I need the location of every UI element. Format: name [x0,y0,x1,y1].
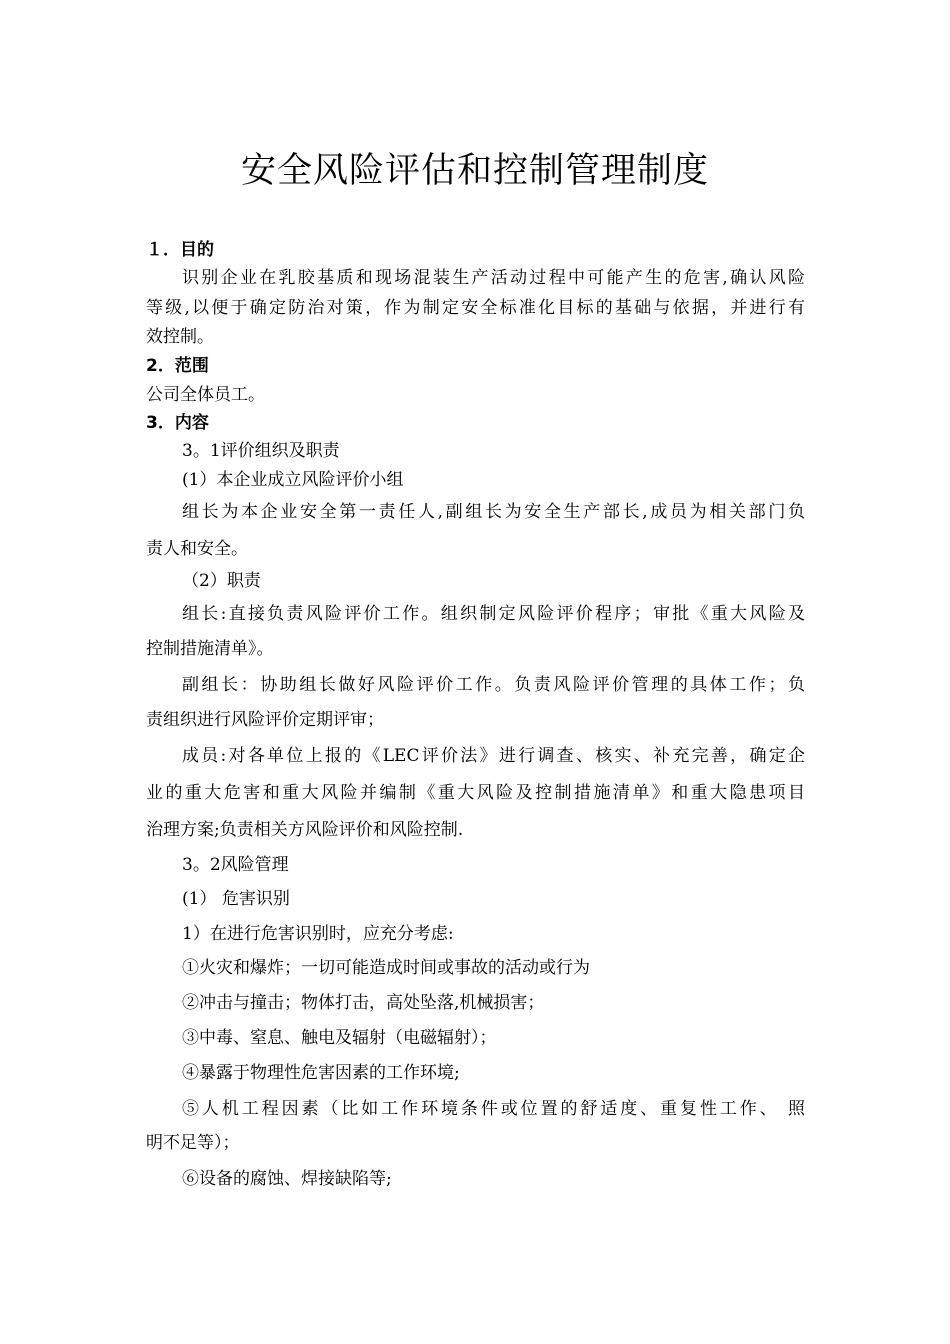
list-item: ④暴露于物理性危害因素的工作环境; [182,1063,460,1083]
list-item: (1）本企业成立风险评价小组 [182,470,404,490]
paragraph-line: 组长为本企业安全第一责任人,副组长为安全生产部长,成员为相关部门负 [182,502,805,522]
subsection-heading: 3。1评价组织及职责 [182,441,340,461]
paragraph-line: 业的重大危害和重大风险并编制《重大风险及控制措施清单》和重大隐患项目 [146,783,805,803]
list-item: ③中毒、窒息、触电及辐射（电磁辐射）； [182,1028,497,1048]
paragraph-line: 等级,以便于确定防治对策，作为制定安全标准化目标的基础与依据，并进行有 [146,298,805,318]
paragraph-line: 副组长：协助组长做好风险评价工作。负责风险评价管理的具体工作；负 [182,675,805,695]
paragraph-line: 识别企业在乳胶基质和现场混装生产活动过程中可能产生的危害,确认风险 [182,268,805,288]
paragraph-line: 组长:直接负责风险评价工作。组织制定风险评价程序；审批《重大风险及 [182,604,805,624]
paragraph-line: 效控制。 [146,327,214,347]
paragraph-line: 公司全体员工。 [146,385,265,405]
list-item: 1）在进行危害识别时，应充分考虑: [182,924,454,944]
list-item: ⑥设备的腐蚀、焊接缺陷等; [182,1169,392,1189]
paragraph-line: 成员:对各单位上报的《LEC评价法》进行调查、核实、补充完善，确定企 [182,746,805,766]
section-heading-scope: 2．范围 [146,356,209,376]
paragraph-line: 治理方案;负责相关方风险评价和风险控制. [146,820,464,840]
list-item: ⑤人机工程因素（比如工作环境条件或位置的舒适度、重复性工作、 照 [182,1099,805,1119]
list-item: ②冲击与撞击；物体打击，高处坠落,机械损害； [182,993,545,1013]
list-item: ①火灾和爆炸；一切可能造成时间或事故的活动或行为 [182,958,590,978]
paragraph-line: 责组织进行风险评价定期评审； [146,710,384,730]
list-item: (1） 危害识别 [182,889,290,909]
section-heading-content: 3．内容 [146,413,209,433]
document-title: 安全风险评估和控制管理制度 [240,151,709,191]
list-item: （2）职责 [182,571,261,591]
paragraph-line: 明不足等）； [146,1133,240,1153]
paragraph-line: 控制措施清单》。 [146,639,274,659]
section-heading-purpose: １．目的 [146,240,214,260]
subsection-heading: 3。2风险管理 [182,855,289,875]
paragraph-line: 责人和安全。 [146,539,248,559]
